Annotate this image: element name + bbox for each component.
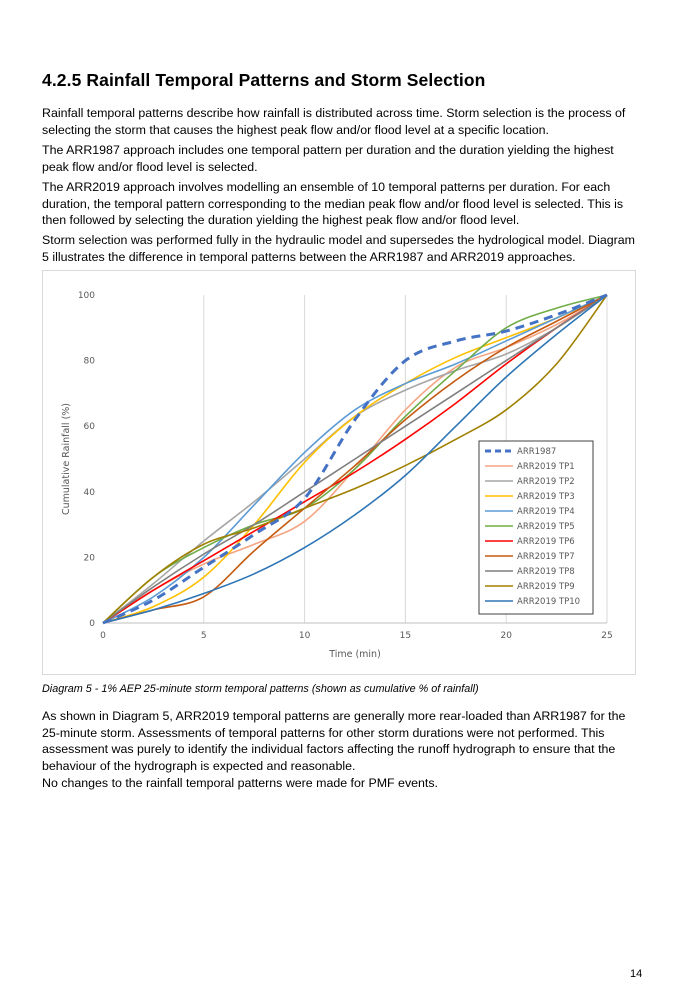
x-tick-label: 25 bbox=[601, 631, 613, 641]
x-tick-label: 10 bbox=[298, 631, 311, 641]
y-tick-label: 60 bbox=[83, 422, 95, 433]
paragraph-arr2019: The ARR2019 approach involves modelling an ensemble of 10 temporal patterns per duration. For each duration, the temporal pattern corresponding to the median peak flow and/or flood level is selected. This is then followed by selecting the duration yielding the highest peak flow and/or flood level. bbox=[42, 180, 624, 228]
chart-svg bbox=[43, 271, 637, 676]
diagram-caption: Diagram 5 - 1% AEP 25-minute storm temporal patterns (shown as cumulative % of rainfall) bbox=[42, 683, 479, 695]
x-axis-title: Time (min) bbox=[329, 649, 381, 660]
paragraph-pmf: No changes to the rainfall temporal patterns were made for PMF events. bbox=[42, 776, 439, 790]
legend-label: ARR2019 TP8 bbox=[517, 567, 575, 577]
paragraph-findings: As shown in Diagram 5, ARR2019 temporal patterns are generally more rear-loaded than ARR1987 for the 25-minute storm. Assessments of temporal patterns for other storm durations were not performed. This assessment was purely to identify the individual factors affecting the runoff hydrograph to ensure that the behaviour of the hydrograph is expected and reasonable. bbox=[42, 709, 626, 773]
paragraph-storm-selection: Storm selection was performed fully in the hydraulic model and supersedes the hydrological model. Diagram 5 illustrates the difference in temporal patterns between the ARR1987 and ARR2019 approaches. bbox=[42, 233, 635, 264]
legend-label: ARR2019 TP10 bbox=[517, 597, 581, 607]
x-tick-label: 0 bbox=[100, 631, 106, 641]
y-tick-label: 40 bbox=[83, 487, 95, 498]
y-tick-label: 20 bbox=[83, 553, 95, 564]
x-tick-label: 15 bbox=[399, 631, 412, 641]
paragraph-temporal-patterns: Rainfall temporal patterns describe how rainfall is distributed across time. Storm selection is the process of selecting the storm that causes the highest peak flow and/or flood level at a specific location. bbox=[42, 106, 626, 137]
y-tick-label: 80 bbox=[83, 356, 95, 367]
legend-label: ARR2019 TP9 bbox=[517, 582, 575, 592]
legend-label: ARR2019 TP6 bbox=[517, 537, 575, 547]
legend-label: ARR2019 TP2 bbox=[517, 477, 575, 487]
y-tick-label: 0 bbox=[89, 619, 95, 629]
legend-label: ARR2019 TP7 bbox=[517, 552, 575, 562]
paragraph-arr1987: The ARR1987 approach includes one temporal pattern per duration and the duration yielding the highest peak flow and/or flood level is selected. bbox=[42, 143, 614, 174]
y-tick-label: 100 bbox=[77, 291, 95, 301]
legend-label: ARR2019 TP4 bbox=[517, 507, 575, 517]
x-tick-label: 5 bbox=[200, 631, 207, 641]
temporal-pattern-chart bbox=[42, 270, 636, 675]
page-number: 14 bbox=[630, 968, 643, 980]
y-axis-title: Cumulative Rainfall (%) bbox=[61, 402, 72, 516]
section-heading: 4.2.5 Rainfall Temporal Patterns and Storm Selection bbox=[42, 70, 486, 90]
legend-label: ARR2019 TP3 bbox=[517, 492, 575, 502]
x-tick-label: 20 bbox=[500, 631, 512, 641]
legend-label: ARR2019 TP5 bbox=[517, 522, 575, 532]
legend-label: ARR1987 bbox=[517, 447, 557, 457]
legend-label: ARR2019 TP1 bbox=[517, 462, 575, 472]
